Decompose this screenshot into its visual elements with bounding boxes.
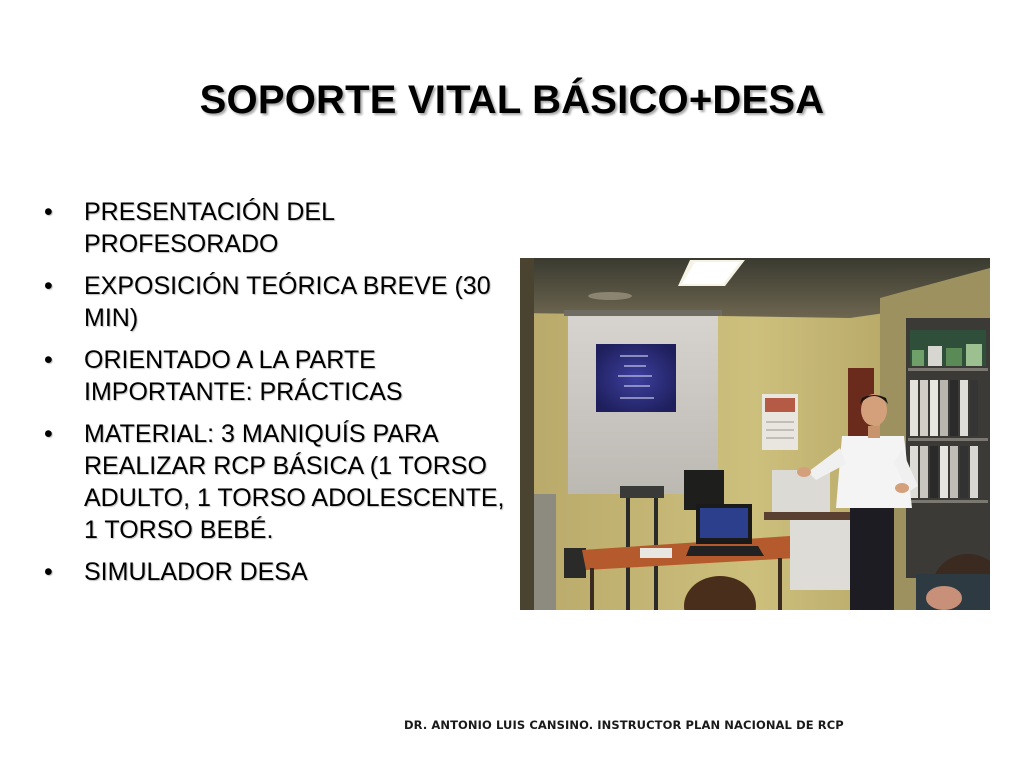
bullet-text: EXPOSICIÓN TEÓRICA BREVE (30 MIN) xyxy=(84,272,491,332)
bullet-item xyxy=(40,418,510,546)
bullet-text: MATERIAL: 3 MANIQUÍS PARA REALIZAR RCP BÁSICA (1 TORSO ADULTO, 1 TORSO ADOLESCENTE, 1 TORSO BEBÉ. xyxy=(84,420,505,544)
bullet-text: PRESENTACIÓN DEL PROFESORADO xyxy=(84,198,335,258)
bullet-icon: • xyxy=(44,420,53,448)
bullet-text: SIMULADOR DESA xyxy=(84,558,308,586)
bullet-icon: • xyxy=(44,346,53,374)
classroom-photo xyxy=(520,258,990,610)
slide-title: SOPORTE VITAL BÁSICO+DESA xyxy=(199,78,825,122)
bullet-item xyxy=(40,196,510,260)
bullet-text: ORIENTADO A LA PARTE IMPORTANTE: PRÁCTICAS xyxy=(84,346,403,406)
bullet-list xyxy=(40,196,510,598)
footer-credit: DR. ANTONIO LUIS CANSINO. INSTRUCTOR PLAN NACIONAL DE RCP xyxy=(404,718,844,732)
bullet-item xyxy=(40,270,510,334)
bullet-icon: • xyxy=(44,558,53,586)
bullet-icon: • xyxy=(44,198,53,226)
bullet-item xyxy=(40,556,510,588)
bullet-icon: • xyxy=(44,272,53,300)
bullet-item xyxy=(40,344,510,408)
